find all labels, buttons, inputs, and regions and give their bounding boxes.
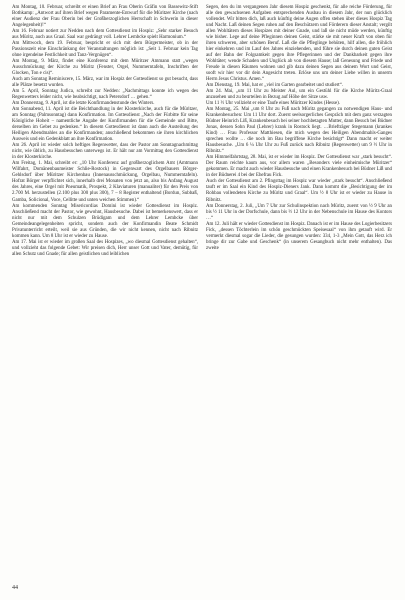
left-column bbox=[12, 5, 198, 580]
paragraph: Am 24. Mai, „um 11 Uhr zu Meister Aul, um ein Gestühl für die Kirche Müritz-Graal anzusehen und zu beurteilen in Bezug auf Höhe der Sitze usw. bbox=[206, 89, 392, 101]
paragraph: Am 12. Juli hält er wieder Gottesdienst im Hospiz. Danach ist er im Hause des Logierbesitzers Fick, „dessen Töchterlein im schön geschmückten Speisesaal“ von ihm getauft wird. Er vermerkt diesmal sogar die Lieder, die gesungen wurden: 334, 1-3 „Mein Gott, das Herz ich bringe dir zur Gabe und Geschenk“ (in unserem Gesangbuch nicht mehr enthalten). Das zweite bbox=[206, 221, 392, 251]
paragraph: Am Freitag, 1. Mai, schreibt er: „10 Uhr Konferenz auf großherzoglichem Amt (Amtmann Wilfahrt, Domänenbaumeister Schlie-Rostock) in Gegenwart des Orgelbauers Börger-Gehlsdorf über Müritzer Kirchenbau (Innenausschmückung, Orgelbau, Nummerntafeln). Hofrat Börger verpflichtet sich, innerhalb drei Monaten von jetzt an, also bis Anfang August des Jahres, eine Orgel mit Pneumatik, Prospekt, 2 Klaviaturen (manualiter) für den Preis von 2.700 M. herzustellen (2.100 plus 300 plus 300), 7 – 8 Register enthaltend (Bordun, Subbaß, Gamba, Solicional, Voce, Cellitte und unten weichen Stimmen).“ bbox=[12, 161, 198, 203]
paragraph: Am Donnerstag, 2. Juli, „Um 7 Uhr zur Schulinspektion nach Müritz, zuerst von ½ 9 Uhr an bis ½ 11 Uhr in der Dorfschule, dann bis ½ 12 Uhr in der Nebenschule im Hause des Kontors …“ bbox=[206, 203, 392, 221]
paragraph: Am 5. April, Sonntag Judica, schreibt zur Nedden: „Nachmittags konnte ich wegen des Regenwetters leider nicht, wie beabsichtigt, nach Petersdorf … gehen.“ bbox=[12, 89, 198, 101]
paragraph: Am 16. Februar notiert zur Nedden nach dem Gottesdienst im Hospiz: „Sehr starker Besuch aus Müritz, auch aus Graal. Saal war gedrängt voll. Lehrer Lembcke spielt Harmonium.“ bbox=[12, 29, 198, 41]
paragraph: Um 11 ½ Uhr vollzieht er eine Taufe eines Müritzer Kindes (Hesse). bbox=[206, 101, 340, 107]
page-number: 44 bbox=[12, 585, 18, 591]
paragraph: Am kommenden Sonntag Misericordias Domini ist wieder Gottesdienst im Hospiz. Anschließend macht der Pastor, wie gewohnt, Hausbesuche. Dabei ist bemerkenswert, dass er nicht nur mit dem Schulzen Brüdigam und dem Lehrer Lembcke über Gemeindeangelegenheiten spricht, sondern auch der Konfirmandin Beate Schmidt Privatunterricht erteilt, weil sie aus Gründen, die wir nicht kennen, nicht nach Ribnitz kommen kann. Um 8 Uhr ist er wieder zu Hause. bbox=[12, 203, 198, 239]
paragraph: Segen, den du im vergangenen Jahr diesem Hospiz geschenkt, für alle reiche Förderung, für alle den gewachsenen Aufgaben entsprechenden Ausbau in diesem Jahr, der nun glücklich vollendet. Wir bitten dich, laß auch künftig deine Augen offen stehen über dieses Hospiz Tag und Nacht. Laß deinen Segen ruhen auf den Beschützern und Förderern dieser Anstalt; vergilt allen Wohltätern dieses Hospizes mit deiner Gnade, und laß sie nicht müde werden, künftig wie bisher. Lege auf deine Pfleginnen deinen Geist, stärke sie mit neuer Kraft von oben für ihren schweren, aber schönen Beruf. Laß die die Pfleglinge behüten, hilf allen, die fröhlich hier einkehren und im Lauf des Jahres einziehenden, und führe sie durch deinen guten Geist auf der Bahn der Folgsamkeit gegen ihre Pflegerinnen und der Dankbarkeit gegen ihre Wohltäter; wende Schaden und Unglück ab von diesem Hause; laß Genesung und Friede und Freude in diesen Räumen wohnen und gib dazu deinen Segen aus deinem Wort und Geist, sooft wir hier vor dir dein Angesicht treten. Erlöse uns um deiner Liebe willen in unserm Herrn Jesus Christus. Amen.“ bbox=[206, 5, 392, 83]
paragraph: Am Himmelfahrtstag, 28. Mai, ist er wieder im Hospiz. Der Gottesdienst war „stark besucht“. Der Raum reichte kaum aus, vor allem waren „Besonders viele einheimische Müritzer“ gekommen. Er macht auch wieder Hausbesuche und einen Krankenbesuch bei Büdner Liß und in der Büdnerei 4 bei der Ehefrau Fick. bbox=[206, 155, 392, 179]
paragraph: Am Montag, 25. Mai „um 8 Uhr zu Fuß nach Müritz gegangen zu notwendigen Haus- und Krankenbesuchen: Um 11 Uhr dort. Zuerst seelsorgerliches Gespräch mit dem ganz verzagten Büdner Heinrich Liß, Krankenbesuch bei seiner hochbetagten Mutter, dann Besuch bei Büdner Jonas, dessen Sohn Paul (Lehrer) krank in Rostock liegt. …Briefträger Stegemann (krankes Kind) … Frau Professor Matthiesen, die mich wegen des Heiligen Abendmahls-Ganges sprechen wollte … die noch im Bau begriffene Kirche besichtigt“ Dann macht er weiter Hausbesuche. „Um 6 ¼ Uhr Uhr zu Fuß zurück nach Ribnitz (Regenwetter) um 9 ½ Uhr in Ribnitz.“ bbox=[206, 107, 392, 155]
paragraph: Am Montag, 9. März, findet eine Konferenz mit dem Müritzer Ammann statt „wegen Ausschmückung der Kirche zu Müritz (Fenster, Orgel, Nummerntafeln, Inschriften der Glocken, Ton e cis)“. bbox=[12, 59, 198, 77]
paragraph: Am Mittwoch, dem 19. Februar, bespricht er sich mit dem Bürgermeister, ob in der Passionszeit eine Einschränkung der Veranstaltungen möglich ist: „Seit 1. Februar kein Tag ohne irgendeine Festlichkeit und Tanz-Vergnügen“. bbox=[12, 41, 198, 59]
paragraph: Am 26. April ist wieder solch heftiges Regenwetter, dass der Pastor am Sonntagnachmittag nicht, wie üblich, zu Hausbesuchen unterwegs ist. Er hält nur am Vormittag den Gottesdienst in der Klosterkirche. bbox=[12, 143, 198, 161]
paragraph: Auch am Sonntag Reminiscere, 15. März, war im Hospiz der Gottesdienst so gut besucht, dass alle Plätze besetzt wurden. bbox=[12, 77, 198, 89]
text-columns bbox=[12, 5, 392, 580]
paragraph: Am Sonnabend, 11. April ist die Beichthandlung in der Klosterkirche, auch für die Müritzer, am Sonntag (Palmsonntag) dann Konfirmation. Im Gottesdienst „Nach der Fürbitte für seine Königliche Hoheit – namentliche Angabe der Konfirmanden für die Gemeinde und Bitte, derselben im Gebet zu gedenken.“ In diesem Gottesdienst ist dann auch die Austeilung des Heiligen Abendmahles an die Konfirmanden; anschließend bekommen sie ihren kirchlichen Ausweis und ein Gedenkblatt an ihre Konfirmation. bbox=[12, 107, 198, 143]
paragraph: Am Donnerstag, 9. April, ist die letzte Konfirmandenstunde des Winters. bbox=[12, 101, 155, 107]
paragraph: Am 17. Mai ist er wieder im großen Saal des Hospizes, „wo diesmal Gottesdienst gehalten“, und vollzieht das folgende Gebet: Wir preisen dich, Herr unser Gott und Vater, demütig, für allen Schutz und Gnade; für allen geistlichen und leiblichen bbox=[12, 239, 198, 257]
paragraph: Am Montag, 10. Februar, schreibt er einen Brief an Frau Oberin Gräfin von Bassewitz-Stift Bothkamp: „Antwort auf ihren Brief wegen Paramente-Entwurf für die Müritzer Kirche (nach einer Audienz der Frau Oberin bei der Großherzoglichen Herrschaft in Schwerin in dieser Angelegenheit)!“ bbox=[12, 5, 198, 29]
paragraph: Auch der Gottesdienst am 2. Pfingsttag im Hospiz war wieder „stark besucht“. Anschließend tauft er im Saal ein Kind des Hospiz-Dieners Jank. Dann kommt die „Besichtigung der im Rohbau vollendeten Kirche zu Müritz und Graal“. Um ½ 8 Uhr ist er wieder zu Hause in Ribnitz. bbox=[206, 179, 392, 203]
paragraph: Am Dienstag, 19. Mai, hat er „viel im Garten gearbeitet und studiert“. bbox=[206, 83, 344, 89]
right-column bbox=[206, 5, 392, 580]
